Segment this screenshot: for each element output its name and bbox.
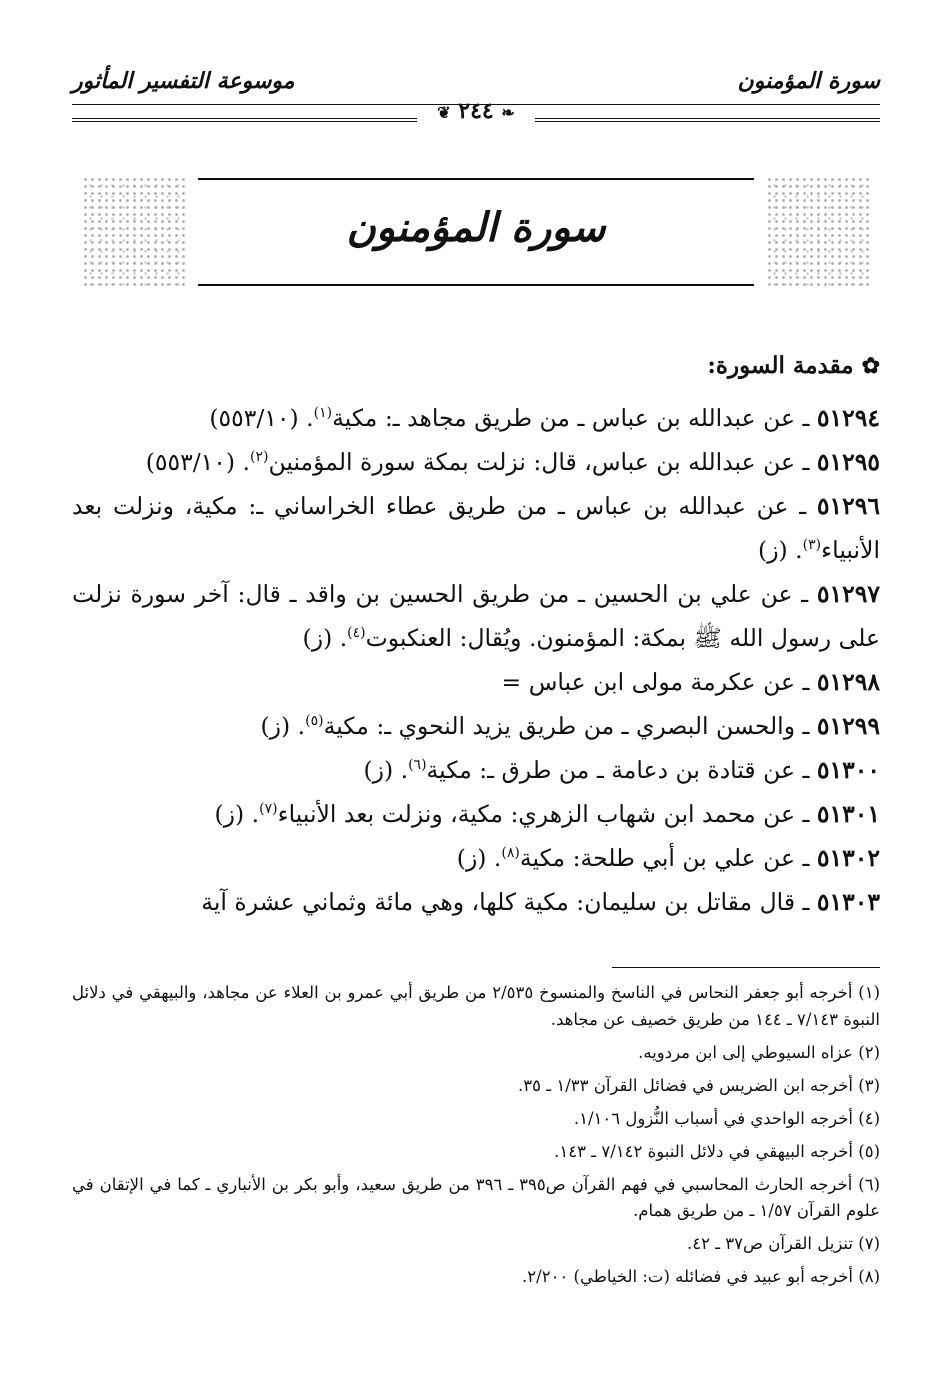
footnote-ref[interactable]: (٦)	[408, 757, 427, 774]
narration-text: ـ والحسن البصري ـ من طريق يزيد النحوي ـ: مكية	[323, 712, 817, 740]
footnote: (١) أخرجه أبو جعفر النحاس في الناسخ والمنسوخ ٢/٥٣٥ من طريق أبي عمرو بن العلاء عن مجاهد، والبيهقي في دلائل النبوة ٧/١٤٣ ـ ١٤٤ من طريق خصيف عن مجاهد.	[72, 983, 881, 1029]
footnote: (٦) أخرجه الحارث المحاسبي في فهم القرآن ص٣٩٥ ـ ٣٩٦ من طريق سعيد، وأبو بكر بن الأنباري ـ كما في الإتقان في علوم القرآن ١/٥٧ ـ من طريق همام.	[72, 1174, 880, 1220]
narration-entry	[72, 836, 880, 880]
flower-icon: ✿	[861, 353, 880, 379]
narration-number: ٥١٢٩٦	[816, 492, 880, 520]
footnote: (٥) أخرجه البيهقي في دلائل النبوة ٧/١٤٢ ـ ١٤٣.	[554, 1141, 880, 1161]
running-header-surah-name: سورة المؤمنون	[737, 68, 880, 94]
footnote-ref[interactable]: (٤)	[347, 625, 366, 642]
footnote-ref[interactable]: (١)	[313, 405, 333, 422]
footnote: (٧) تنزيل القرآن ص٣٧ ـ ٤٢.	[686, 1234, 880, 1253]
narration-text: ـ عن عكرمة مولى ابن عباس =	[501, 668, 817, 696]
footnote-ref[interactable]: (٣)	[802, 537, 822, 554]
narration-number: ٥١٢٩٧	[816, 580, 880, 608]
ornament-icon: ❧	[501, 103, 515, 122]
section-heading	[707, 352, 880, 379]
narration-text: ـ عن عبدالله بن عباس ـ من طريق عطاء الخراساني ـ: مكية، ونزلت بعد الأنبياء	[72, 492, 880, 564]
footnote: (٢) عزاه السيوطي إلى ابن مردويه.	[638, 1042, 880, 1062]
footnote: (٤) أخرجه الواحدي في أسباب النُّزول ١/١٠٦.	[573, 1108, 880, 1128]
narration-number: ٥١٣٠٣	[816, 888, 880, 916]
narrations-list	[72, 396, 880, 924]
narration-entry	[72, 396, 880, 440]
footnote-ref[interactable]: (٢)	[250, 449, 269, 466]
narration-source: . (ز)	[758, 536, 803, 564]
narration-source: . (ز)	[214, 800, 260, 828]
narration-text: ـ عن علي بن الحسين ـ من طريق الحسين بن واقد ـ قال: آخر سورة نزلت على رسول الله ﷺ بمكة: المؤمنون. ويُقال: العنكبوت	[72, 580, 880, 652]
narration-number: ٥١٢٩٥	[816, 448, 880, 476]
narration-entry	[72, 440, 880, 484]
narration-entry	[72, 660, 880, 704]
narration-source: . (٥٥٣/١٠)	[209, 404, 314, 432]
footnote-ref[interactable]: (٥)	[305, 713, 324, 730]
narration-entry	[72, 572, 880, 660]
narration-text: ـ عن عبدالله بن عباس ـ من طريق مجاهد ـ: مكية	[332, 404, 817, 432]
narration-source: . (ز)	[260, 712, 306, 740]
narration-number: ٥١٢٩٨	[816, 668, 880, 696]
narration-entry	[72, 748, 880, 792]
narration-text: ـ عن محمد ابن شهاب الزهري: مكية، ونزلت بعد الأنبياء	[277, 800, 817, 828]
ornament-icon: ❦	[437, 103, 451, 122]
section-heading-text: مقدمة السورة:	[707, 352, 854, 379]
narration-entry	[72, 484, 880, 572]
footnote-ref[interactable]: (٧)	[259, 801, 278, 818]
footnote: (٣) أخرجه ابن الضريس في فضائل القرآن ١/٣٣ ـ ٣٥.	[518, 1075, 880, 1095]
page-number-line	[0, 98, 952, 124]
title-rule-top	[198, 178, 754, 180]
footnote-separator	[612, 967, 880, 968]
surah-title: سورة المؤمنون	[346, 204, 606, 251]
surah-title-panel	[82, 170, 870, 292]
narration-entry	[72, 880, 880, 924]
running-header-book-title: موسوعة التفسير المأثور	[72, 68, 295, 94]
narration-text: ـ قال مقاتل بن سليمان: مكية كلها، وهي مائة وثماني عشرة آية	[201, 888, 817, 916]
footnote-ref[interactable]: (٨)	[501, 845, 520, 862]
footnote: (٨) أخرجه أبو عبيد في فضائله (ت: الخياطي) ٢/٢٠٠.	[522, 1267, 880, 1286]
narration-source: . (٥٥٣/١٠)	[145, 448, 251, 476]
page-number: ٢٤٤	[458, 98, 494, 124]
narration-entry	[72, 792, 880, 836]
narration-source: . (ز)	[302, 624, 348, 652]
narration-source: . (ز)	[363, 756, 409, 784]
narration-text: ـ عن قتادة بن دعامة ـ من طرق ـ: مكية	[426, 756, 817, 784]
footnotes-list	[72, 980, 880, 1297]
narration-source: . (ز)	[456, 844, 502, 872]
narration-text: ـ عن علي بن أبي طلحة: مكية	[519, 844, 817, 872]
narration-number: ٥١٢٩٤	[816, 404, 880, 432]
narration-number: ٥١٢٩٩	[816, 712, 880, 740]
title-rule-bottom	[198, 284, 754, 286]
narration-entry	[72, 704, 880, 748]
narration-text: ـ عن عبدالله بن عباس، قال: نزلت بمكة سورة المؤمنين	[268, 448, 817, 476]
narration-number: ٥١٣٠٢	[816, 844, 880, 872]
narration-number: ٥١٣٠١	[816, 800, 880, 828]
narration-number: ٥١٣٠٠	[816, 756, 880, 784]
